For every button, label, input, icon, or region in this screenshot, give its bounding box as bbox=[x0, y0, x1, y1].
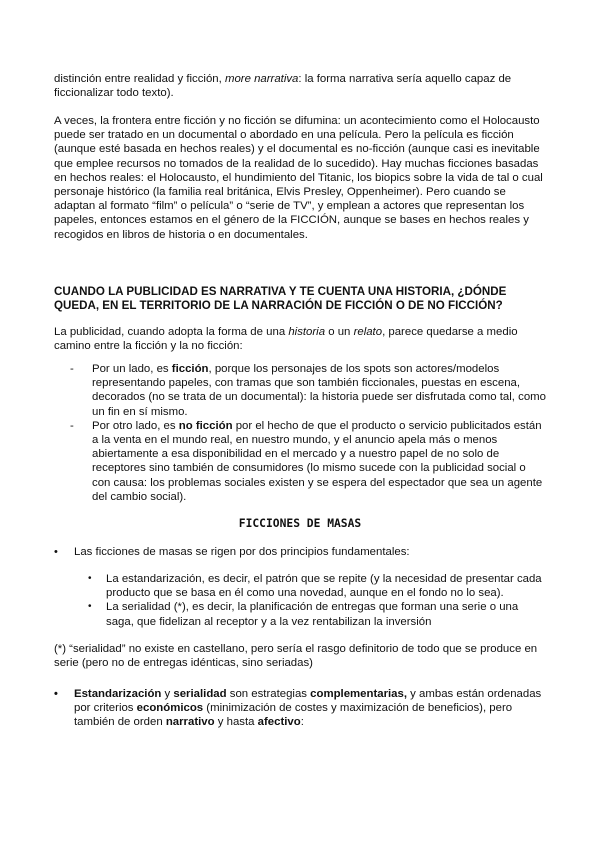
text-run: y bbox=[161, 688, 174, 700]
italic-term: historia bbox=[288, 326, 326, 338]
text-run: , porque los personajes de los spots son actores/modelos representando papeles, con tramas que son también ficcionales, puestas en escena, decorados (no se trata de un documental): la historia puede ser disfrutada como tal, como un fin en sí mismo. bbox=[92, 363, 546, 418]
sub-item-text: La serialidad (*), es decir, la planificación de entregas que forman una serie o una saga, que fidelizan al receptor y a la vez rentabilizan la inversión bbox=[106, 601, 519, 628]
footnote: (*) “serialidad” no existe en castellano, pero sería el rasgo definitorio de todo que se produce en serie (pero no de entregas idénticas, sino seriadas) bbox=[54, 643, 538, 670]
text-run: Por otro lado, es bbox=[92, 419, 179, 432]
paragraph-advertising bbox=[54, 325, 546, 353]
text-run: o un bbox=[325, 326, 354, 338]
bullet-marker: • bbox=[88, 573, 92, 584]
bold-term: serialidad bbox=[173, 688, 227, 700]
bullet-text bbox=[54, 687, 546, 730]
bold-term: económicos bbox=[136, 702, 204, 715]
italic-term: more narrativa bbox=[224, 73, 299, 85]
paragraph-fiction-boundary: A veces, la frontera entre ficción y no ficción se difumina: un acontecimiento como el Holocausto puede ser tratado en un documental o abordado en una película. Pero la película es ficción (aunque esté basada en hechos reales) y el documental es no-ficción (aunque casi es inevitable que emplee recursos no tomados de la realidad de lo sucedido). Hay muchas ficciones basadas en hechos reales: el Holocausto, el hundimiento del Titanic, los biopics sobre la vida de tal o cual personaje histórico (la familia real británica, Elvis Presley, Oppenheimer). Pero cuando se adaptan al formato “film” o película” o “serie de TV”, y emplean a actores que representan los papeles, entonces estamos en el género de la FICCIÓN, aunque se bases en hechos reales y recogidos en libros de historia o en documentales. bbox=[54, 115, 543, 241]
bold-term: complementarias, bbox=[310, 688, 408, 700]
sub-item-text: La estandarización, es decir, el patrón que se repite (y la necesidad de presentar cada producto que se basa en él como una novedad, aunque en el fondo no lo sea). bbox=[106, 573, 542, 600]
bullet-marker: • bbox=[88, 601, 92, 613]
text-run: son estrategias bbox=[226, 688, 311, 700]
dash-marker: - bbox=[70, 363, 74, 375]
bold-term: ficción bbox=[171, 363, 209, 375]
list-item bbox=[54, 545, 546, 559]
list-item bbox=[54, 687, 546, 730]
text-run: distinción entre realidad y ficción, bbox=[54, 73, 225, 85]
bullet-marker: • bbox=[54, 546, 58, 558]
dash-marker: - bbox=[70, 419, 74, 432]
text-run: (minimización de costes y maximización de beneficios), pero también de orden bbox=[74, 702, 513, 729]
list-item bbox=[54, 362, 546, 419]
sub-list bbox=[54, 572, 546, 629]
text-run: La publicidad, cuando adopta la forma de una bbox=[54, 326, 289, 338]
bold-term: no ficción bbox=[178, 419, 233, 432]
bold-term: Estandarización bbox=[74, 688, 162, 700]
text-run: por el hecho de que el producto o servicio publicitados están a la venta en el mundo real, en nuestro mundo, y el anuncio apela más o menos abiertamente a esa disponibilidad en el mercado y a nuestro papel de no solo de receptores sino también de consumidores (lo mismo sucede con la publicidad social o con causa: los problemas sociales existen y se espera del espectador que sea un agente del cambio social). bbox=[92, 419, 543, 503]
section-heading: CUANDO LA PUBLICIDAD ES NARRATIVA Y TE CUENTA UNA HISTORIA, ¿DÓNDE QUEDA, EN EL TERRITORIO DE LA NARRACIÓN DE FICCIÓN O DE NO FICCIÓN? bbox=[54, 285, 507, 313]
text-run: Por un lado, es bbox=[92, 363, 172, 375]
section-title: FICCIONES DE MASAS bbox=[238, 517, 362, 530]
bold-term: narrativo bbox=[165, 716, 215, 729]
list-item bbox=[54, 572, 546, 600]
dash-list bbox=[54, 362, 546, 504]
bullet-text: Las ficciones de masas se rigen por dos principios fundamentales: bbox=[74, 546, 410, 558]
text-run: , parece quedarse a medio camino entre la ficción y la no ficción: bbox=[54, 326, 518, 353]
bold-term: afectivo bbox=[257, 716, 301, 729]
paragraph-intro-continuation bbox=[54, 72, 546, 100]
text-run: y ambas están ordenadas por criterios bbox=[74, 688, 542, 715]
bullet-marker: • bbox=[54, 688, 58, 700]
list-item bbox=[54, 600, 546, 628]
text-run: : la forma narrativa sería aquello capaz de ficcionalizar todo texto). bbox=[54, 73, 512, 100]
italic-term: relato bbox=[353, 326, 383, 338]
text-run: : bbox=[300, 716, 304, 729]
list-item bbox=[54, 419, 546, 504]
text-run: y hasta bbox=[214, 716, 258, 729]
